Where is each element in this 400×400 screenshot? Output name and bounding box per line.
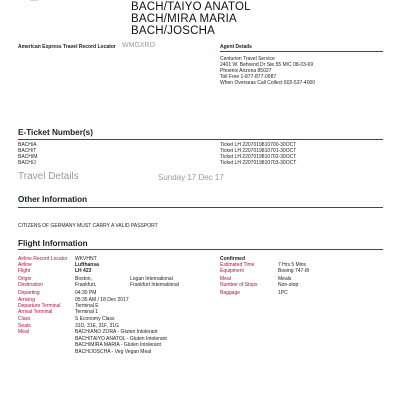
other-heading: Other Information	[18, 195, 88, 204]
flight-label-meal-right: Meal	[220, 276, 231, 282]
flight-label-baggage: Baggage	[220, 290, 241, 296]
flight-value-arriving: 05:35 AM / 18 Dec 2017	[75, 297, 129, 303]
eticket-number-1: Ticket LH 2207019810700-30OCT	[220, 142, 297, 148]
flight-value-arrival-terminal: Terminal 1	[75, 309, 99, 315]
eticket-name-4: BACH/J	[18, 160, 36, 166]
passenger-name-2: BACH/MIRA MARIA	[131, 13, 237, 25]
flight-value-airline: Lufthansa	[75, 262, 99, 268]
flight-value-departure-terminal: Terminal E	[75, 303, 99, 309]
flight-value-departing: 04:30 PM	[75, 290, 97, 296]
agent-heading: Agent Details	[220, 44, 252, 50]
flight-label-arrival-terminal: Arrival Terminal	[18, 309, 53, 315]
flight-value-meal-3: BACH/MIRA MARIA - Gluten Intolerant	[75, 342, 161, 348]
flight-value-origin: Boston,	[75, 276, 92, 282]
flight-label-estimated-time: Estimated Time	[220, 262, 255, 268]
eticket-name-3: BACH/M	[18, 154, 38, 160]
travel-date: Sunday 17 Dec 17	[158, 173, 224, 182]
flight-label-equipment: Equipment	[220, 268, 244, 274]
agent-line-1: Centurion Travel Service	[220, 56, 275, 62]
agent-line-4: Toll Free 1-877-877-0987	[220, 74, 277, 80]
flight-label-departure-terminal: Departure Terminal	[18, 303, 61, 309]
agent-line-2: 2401 W. Behrend Dr Ste.55 M/C 08-03-69	[220, 62, 314, 68]
flight-label-destination: Destination	[18, 282, 44, 288]
flight-confirmed-status: Confirmed	[220, 256, 245, 262]
flight-value-meal-1: BACH/ANO ZORA - Gluten Intolerant	[75, 329, 158, 335]
agent-line-3: Phoenix Arizona 85027	[220, 68, 272, 74]
flight-value-record-locator: WKVHNT	[75, 256, 97, 262]
other-divider	[18, 207, 383, 208]
header-fragment: ......	[30, 0, 39, 3]
flight-value-meal-4: BACH/JOSCHA - Veg Vegan Meal	[75, 349, 152, 355]
flight-label-flight: Flight	[18, 268, 31, 274]
eticket-number-2: Ticket LH 2207019810701-30OCT	[220, 148, 297, 154]
flight-divider	[18, 249, 383, 250]
flight-value-destination-airport: Frankfurt International	[130, 282, 179, 288]
eticket-number-3: Ticket LH 2207019810702-30OCT	[220, 154, 297, 160]
flight-value-seats: 31D, 31E, 31F, 31G	[75, 323, 119, 329]
flight-value-meal-2: BACH/TAIYO ANATOL - Gluten Intolerant	[75, 336, 167, 342]
locator-value: WMGXRO	[122, 42, 156, 49]
flight-label-departing: Departing	[18, 290, 40, 296]
agent-divider	[220, 51, 383, 52]
flight-label-stops: Number of Stops	[220, 282, 258, 288]
eticket-divider	[18, 139, 383, 140]
flight-label-airline: Airline	[18, 262, 32, 268]
flight-label-class: Class	[18, 316, 31, 322]
flight-heading: Flight Information	[18, 239, 88, 248]
other-text: CITIZENS OF GERMANY MUST CARRY A VALID PASSPORT	[18, 223, 158, 229]
travel-heading: Travel Details	[18, 171, 79, 182]
flight-value-class: S Economy Class	[75, 316, 115, 322]
passenger-name-1: BACH/TAIYO ANATOL	[131, 1, 251, 13]
flight-label-origin: Origin	[18, 276, 32, 282]
flight-label-seats: Seats	[18, 323, 31, 329]
flight-label-meal: Meal	[18, 329, 29, 335]
eticket-heading: E-Ticket Number(s)	[18, 128, 93, 137]
eticket-name-1: BACH/A	[18, 142, 37, 148]
eticket-number-4: Ticket LH 2207019810703-30OCT	[220, 160, 297, 166]
flight-value-meal-right: Meals	[278, 276, 292, 282]
eticket-name-2: BACH/T	[18, 148, 37, 154]
flight-label-arriving: Arriving	[18, 297, 35, 303]
agent-line-5: When Overseas Call Collect 602-537-4000	[220, 80, 316, 86]
passenger-name-3: BACH/JOSCHA	[131, 25, 215, 37]
flight-value-stops: Non-stop	[278, 282, 299, 288]
flight-value-baggage: 1PC	[278, 290, 288, 296]
flight-value-destination: Frankfurt,	[75, 282, 97, 288]
flight-label-record-locator: Airline Record Locator	[18, 256, 68, 262]
flight-value-equipment: Boeing 747-8I	[278, 268, 310, 274]
flight-value-origin-airport: Logan International	[130, 276, 173, 282]
locator-label: American Express Travel Record Locator	[18, 44, 116, 50]
flight-value-estimated-time: 7 Hrs 5 Mins	[278, 262, 307, 268]
flight-value-flight: LH 423	[75, 268, 92, 274]
